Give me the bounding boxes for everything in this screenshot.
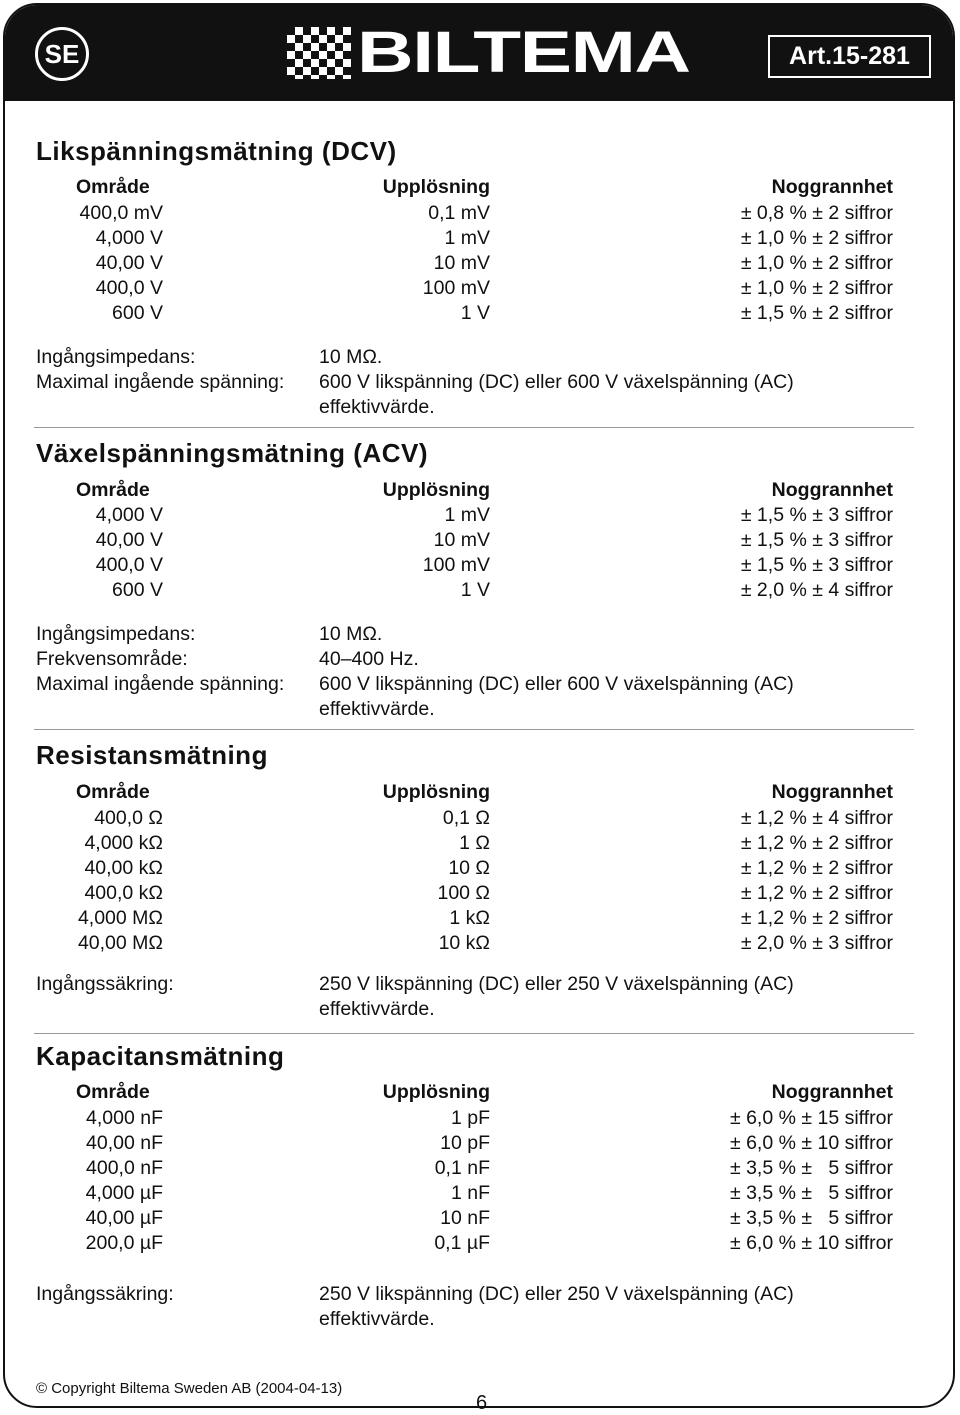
table-header-acv (36, 478, 906, 503)
cell-accuracy: ± 1,5 % ± 2 siffror (740, 302, 893, 324)
cell-resolution: 1 pF (450, 1107, 490, 1129)
brand-name: BILTEMA (357, 20, 690, 85)
cell-accuracy: ± 6,0 % ± 15 siffror (729, 1107, 893, 1129)
cell-accuracy: ± 1,2 % ± 2 siffror (740, 832, 893, 854)
table-row (36, 856, 906, 881)
cell-range: 400,0 mV (79, 202, 163, 224)
cell-accuracy: ± 6,0 % ± 10 siffror (729, 1132, 893, 1154)
table-row (36, 226, 906, 251)
cell-range: 400,0 nF (86, 1157, 163, 1179)
cell-resolution: 0,1 µF (434, 1232, 490, 1254)
section-divider (34, 1033, 914, 1034)
cell-resolution: 10 mV (433, 252, 490, 274)
table-row (36, 1206, 906, 1231)
cell-range: 4,000 kΩ (84, 832, 163, 854)
table-row (36, 276, 906, 301)
cell-accuracy: ± 6,0 % ± 10 siffror (729, 1232, 893, 1254)
cell-range: 40,00 V (95, 252, 163, 274)
cell-range: 200,0 µF (85, 1232, 163, 1254)
table-row (36, 1156, 906, 1181)
cell-resolution: 100 mV (422, 554, 490, 576)
col-header-accuracy: Noggrannhet (771, 479, 893, 501)
col-header-range: Område (76, 176, 150, 198)
table-row (36, 1181, 906, 1206)
section-divider (34, 427, 914, 428)
cell-range: 40,00 kΩ (84, 857, 163, 879)
cell-resolution: 10 Ω (448, 857, 490, 879)
col-header-range: Område (76, 479, 150, 501)
cell-accuracy: ± 1,0 % ± 2 siffror (740, 277, 893, 299)
cell-resolution: 1 V (460, 302, 490, 324)
table-row (36, 578, 906, 603)
cell-range: 400,0 V (95, 554, 163, 576)
cell-range: 600 V (112, 579, 163, 601)
language-badge: SE (35, 27, 89, 81)
cell-resolution: 1 mV (444, 504, 490, 526)
cell-resolution: 10 kΩ (438, 932, 490, 954)
header-bar (5, 5, 953, 101)
section-title-resistance: Resistansmätning (36, 740, 268, 770)
cell-resolution: 1 Ω (459, 832, 490, 854)
cell-accuracy: ± 1,0 % ± 2 siffror (740, 227, 893, 249)
cell-accuracy: ± 1,0 % ± 2 siffror (740, 252, 893, 274)
cell-range: 4,000 µF (85, 1182, 163, 1204)
cell-range: 4,000 MΩ (77, 907, 163, 929)
cell-resolution: 0,1 mV (428, 202, 490, 224)
table-row (36, 301, 906, 326)
cell-range: 40,00 nF (86, 1132, 163, 1154)
cell-accuracy: ± 1,5 % ± 3 siffror (740, 504, 893, 526)
table-row (36, 1231, 906, 1256)
cell-accuracy: ± 2,0 % ± 4 siffror (740, 579, 893, 601)
cell-accuracy: ± 0,8 % ± 2 siffror (740, 202, 893, 224)
spec-value: 40–400 Hz. (319, 648, 419, 670)
col-header-resolution: Upplösning (382, 1081, 490, 1103)
spec-label: Ingångsimpedans: (36, 346, 196, 368)
brand-logo (287, 20, 690, 85)
spec-value: 600 V likspänning (DC) eller 600 V växelspänning (AC) effektivvärde. (319, 673, 794, 720)
cell-resolution: 10 pF (440, 1132, 490, 1154)
col-header-range: Område (76, 781, 150, 803)
cell-resolution: 1 mV (444, 227, 490, 249)
cell-resolution: 100 Ω (437, 882, 490, 904)
table-header-resistance (36, 780, 906, 805)
table-row (36, 251, 906, 276)
cell-accuracy: ± 3,5 % ± 5 siffror (729, 1157, 893, 1179)
table-row (36, 906, 906, 931)
cell-range: 40,00 µF (85, 1207, 163, 1229)
table-row (36, 1106, 906, 1131)
section-divider (34, 729, 914, 730)
cell-resolution: 1 kΩ (449, 907, 490, 929)
article-number: Art.15-281 (768, 35, 931, 78)
table-row (36, 201, 906, 226)
cell-range: 4,000 nF (86, 1107, 163, 1129)
cell-accuracy: ± 3,5 % ± 5 siffror (729, 1207, 893, 1229)
spec-label: Maximal ingående spänning: (36, 371, 285, 393)
table-row (36, 931, 906, 956)
cell-accuracy: ± 1,5 % ± 3 siffror (740, 529, 893, 551)
spec-label: Maximal ingående spänning: (36, 673, 285, 695)
spec-label: Ingångssäkring: (36, 1283, 174, 1305)
cell-range: 400,0 Ω (94, 807, 163, 829)
table-row (36, 528, 906, 553)
table-row (36, 806, 906, 831)
spec-label: Frekvensområde: (36, 648, 188, 670)
table-row (36, 831, 906, 856)
footer-copyright: © Copyright Biltema Sweden AB (2004-04-13) (36, 1380, 343, 1397)
cell-range: 4,000 V (95, 227, 163, 249)
spec-value: 10 MΩ. (319, 623, 383, 645)
cell-accuracy: ± 1,2 % ± 2 siffror (740, 882, 893, 904)
col-header-resolution: Upplösning (382, 479, 490, 501)
cell-resolution: 0,1 nF (434, 1157, 490, 1179)
cell-range: 400,0 V (95, 277, 163, 299)
cell-accuracy: ± 3,5 % ± 5 siffror (729, 1182, 893, 1204)
cell-resolution: 1 V (460, 579, 490, 601)
cell-accuracy: ± 1,5 % ± 3 siffror (740, 554, 893, 576)
cell-resolution: 0,1 Ω (442, 807, 490, 829)
cell-range: 600 V (112, 302, 163, 324)
table-row (36, 1131, 906, 1156)
cell-range: 40,00 MΩ (77, 932, 163, 954)
section-title-acv: Växelspänningsmätning (ACV) (36, 438, 428, 468)
section-title-dcv: Likspänningsmätning (DCV) (36, 136, 397, 166)
col-header-accuracy: Noggrannhet (771, 781, 893, 803)
cell-accuracy: ± 2,0 % ± 3 siffror (740, 932, 893, 954)
cell-resolution: 1 nF (450, 1182, 490, 1204)
table-row (36, 553, 906, 578)
checker-flag-icon (287, 27, 351, 79)
table-header-dcv (36, 175, 906, 200)
col-header-accuracy: Noggrannhet (771, 1081, 893, 1103)
cell-resolution: 100 mV (422, 277, 490, 299)
cell-resolution: 10 nF (440, 1207, 490, 1229)
table-row (36, 503, 906, 528)
cell-resolution: 10 mV (433, 529, 490, 551)
spec-value: 10 MΩ. (319, 346, 383, 368)
cell-accuracy: ± 1,2 % ± 4 siffror (740, 807, 893, 829)
spec-value: 250 V likspänning (DC) eller 250 V växelspänning (AC) effektivvärde. (319, 1283, 794, 1330)
spec-label: Ingångsimpedans: (36, 623, 196, 645)
spec-value: 600 V likspänning (DC) eller 600 V växelspänning (AC) effektivvärde. (319, 371, 794, 418)
col-header-range: Område (76, 1081, 150, 1103)
spec-label: Ingångssäkring: (36, 973, 174, 995)
cell-accuracy: ± 1,2 % ± 2 siffror (740, 907, 893, 929)
cell-range: 400,0 kΩ (84, 882, 163, 904)
table-header-capacitance (36, 1080, 906, 1105)
col-header-resolution: Upplösning (382, 781, 490, 803)
col-header-resolution: Upplösning (382, 176, 490, 198)
spec-value: 250 V likspänning (DC) eller 250 V växelspänning (AC) effektivvärde. (319, 973, 794, 1020)
cell-range: 40,00 V (95, 529, 163, 551)
page-number: 6 (476, 1392, 488, 1414)
col-header-accuracy: Noggrannhet (771, 176, 893, 198)
section-title-capacitance: Kapacitansmätning (36, 1041, 285, 1071)
table-row (36, 881, 906, 906)
cell-accuracy: ± 1,2 % ± 2 siffror (740, 857, 893, 879)
cell-range: 4,000 V (95, 504, 163, 526)
